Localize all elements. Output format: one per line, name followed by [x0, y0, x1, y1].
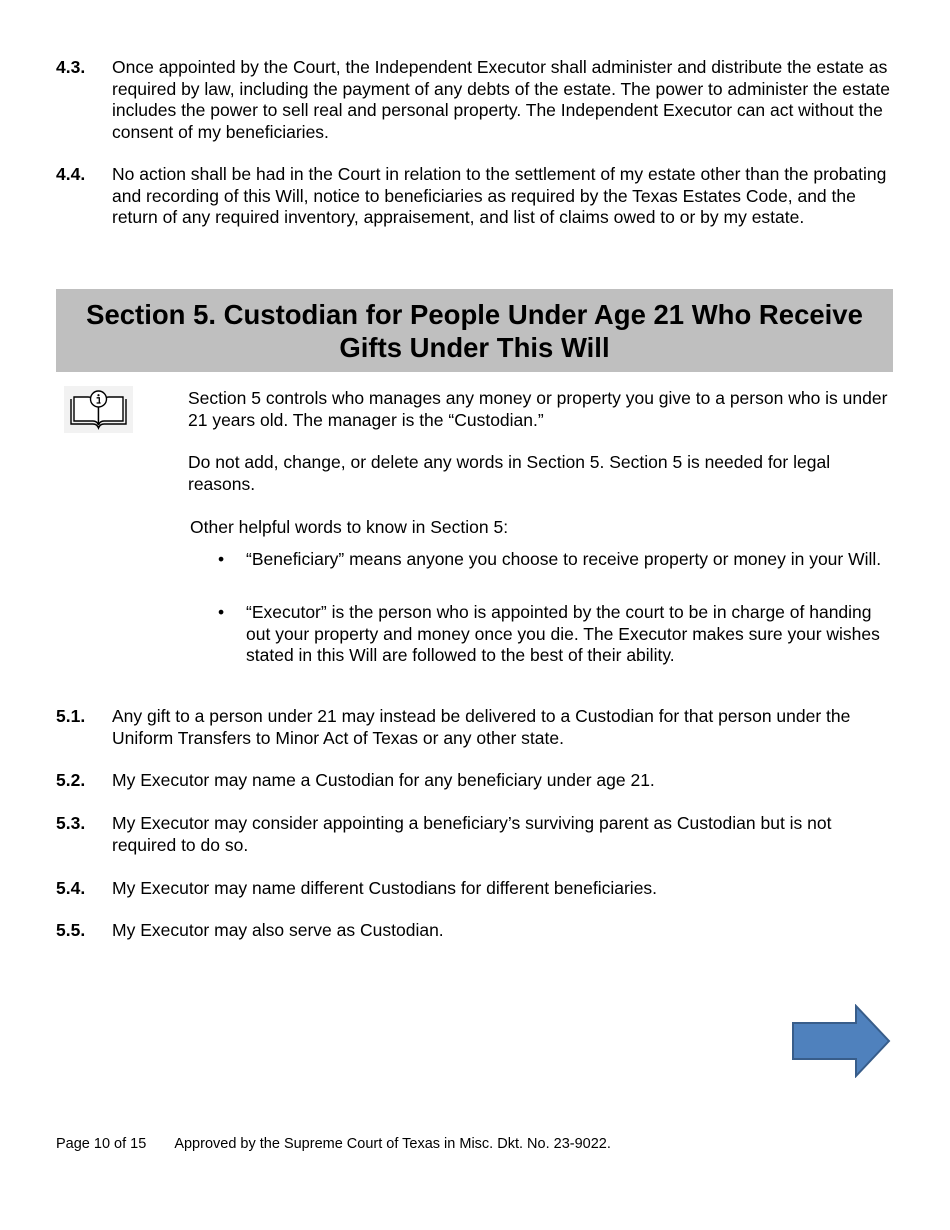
page-number: Page 10 of 15 — [56, 1136, 147, 1152]
clause-5-5 — [56, 920, 892, 942]
bullet-text: “Beneficiary” means anyone you choose to receive property or money in your Will. — [246, 549, 882, 569]
bullet-text: “Executor” is the person who is appointed by the court to be in charge of handing out your property and money once you die. The Executor makes sure your wishes stated in this Will are followed to the best of their ability. — [246, 602, 880, 665]
clause-number: 5.5. — [56, 920, 86, 940]
clause-number: 4.3. — [56, 57, 86, 77]
helpful-words-heading: Other helpful words to know in Section 5: — [190, 517, 509, 537]
clause-4-3 — [56, 57, 892, 143]
clause-text: Once appointed by the Court, the Independent Executor shall administer and distribute the estate as required by law, including the payment of any debts of the estate. The power to administer the estate includes the power to sell real and personal property. The Independent Executor can act without the consent of my beneficiaries. — [112, 57, 890, 142]
clause-text: My Executor may name different Custodians for different beneficiaries. — [112, 878, 658, 898]
clause-5-3 — [56, 813, 892, 856]
clause-number: 5.1. — [56, 706, 86, 726]
clause-text: No action shall be had in the Court in relation to the settlement of my estate other than the probating and recording of this Will, notice to beneficiaries as required by the Texas Estates Code, and the return of any required inventory, appraisement, and list of claims owed to or by my estate. — [112, 164, 887, 227]
info-paragraph-1: Section 5 controls who manages any money or property you give to a person who is under 21 years old. The manager is the “Custodian.” — [188, 388, 888, 430]
clause-5-2 — [56, 770, 892, 792]
clause-text: My Executor may also serve as Custodian. — [112, 920, 444, 940]
clause-text: My Executor may consider appointing a beneficiary’s surviving parent as Custodian but is not required to do so. — [112, 813, 832, 855]
section-title-line1: Section 5. Custodian for People Under Age 21 Who Receive — [86, 298, 863, 330]
clause-text: My Executor may name a Custodian for any beneficiary under age 21. — [112, 770, 655, 790]
bullet-icon: • — [218, 549, 225, 569]
clause-number: 5.2. — [56, 770, 86, 790]
next-page-arrow[interactable] — [791, 1004, 892, 1078]
info-paragraph-2: Do not add, change, or delete any words in Section 5. Section 5 is needed for legal reasons. — [188, 452, 831, 494]
right-arrow-icon[interactable] — [791, 1004, 892, 1078]
info-book-icon — [64, 386, 133, 433]
clause-number: 5.3. — [56, 813, 86, 833]
bullet-icon: • — [218, 602, 225, 622]
bullet-item-executor — [218, 602, 886, 667]
clause-5-1 — [56, 706, 892, 749]
clause-number: 5.4. — [56, 878, 86, 898]
clause-4-4 — [56, 164, 892, 229]
clause-text: Any gift to a person under 21 may instead be delivered to a Custodian for that person under the Uniform Transfers to Minor Act of Texas or any other state. — [112, 706, 851, 748]
clause-5-4 — [56, 878, 892, 900]
clause-number: 4.4. — [56, 164, 86, 184]
bullet-item-beneficiary — [218, 549, 886, 571]
section-title-line2: Gifts Under This Will — [339, 331, 610, 363]
section-5-heading — [56, 289, 893, 372]
approval-note: Approved by the Supreme Court of Texas in Misc. Dkt. No. 23-9022. — [174, 1136, 611, 1152]
page-footer — [56, 1135, 611, 1153]
